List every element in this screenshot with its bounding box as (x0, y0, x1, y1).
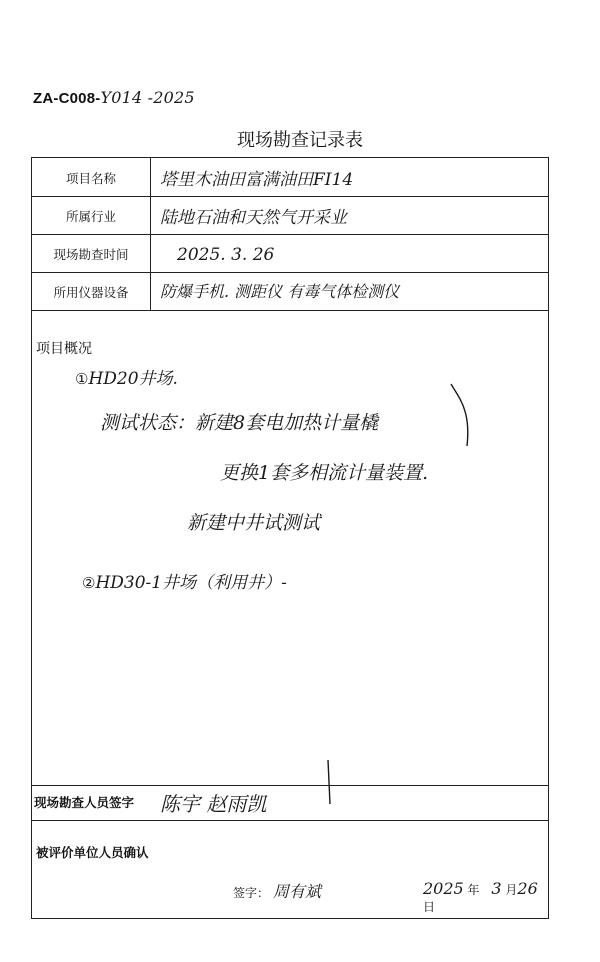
row-divider (32, 272, 548, 273)
row-divider (32, 310, 548, 311)
date-year-unit: 年 (467, 883, 480, 897)
row-divider (32, 196, 548, 197)
form-title: 现场勘查记录表 (237, 130, 363, 151)
note-text: 更换1套多相流计量装置. (220, 462, 429, 484)
overview-note (100, 408, 378, 435)
signer-name: 周有斌 (272, 882, 321, 901)
field-label-equipment: 所用仪器设备 (53, 285, 129, 300)
note-marker: ① (75, 370, 89, 388)
handwritten-curve-mark (447, 380, 477, 450)
field-value-project-name: 塔里木油田富满油田FI14 (160, 170, 354, 190)
date-day-unit: 日 (423, 900, 436, 914)
overview-label: 项目概况 (36, 341, 92, 357)
field-label-industry: 所属行业 (65, 209, 116, 224)
inspector-signature-label: 现场勘查人员签字 (34, 795, 135, 810)
overview-note (75, 364, 178, 389)
inspection-record-table (31, 157, 549, 919)
signature-stroke-mark (322, 758, 342, 808)
signer-label: 签字： (233, 886, 270, 900)
date-month: 3 (491, 879, 502, 898)
field-value-equipment: 防爆手机. 测距仪 有毒气体检测仪 (160, 282, 400, 301)
note-text: HD20井场. (88, 369, 178, 389)
note-text: HD30-1井场（利用井）- (95, 573, 287, 593)
date-year: 2025 (423, 879, 464, 898)
row-divider (32, 234, 548, 235)
overview-note (187, 508, 320, 535)
document-number (33, 88, 195, 107)
field-label-project-name: 项目名称 (65, 171, 116, 186)
note-marker: ② (82, 574, 96, 592)
document-number-handwritten: Y014 -2025 (100, 88, 195, 107)
field-label-inspection-time: 现场勘查时间 (53, 247, 129, 262)
confirmation-date (423, 879, 548, 915)
signer-row (233, 879, 321, 902)
date-month-unit: 月 (505, 883, 518, 897)
date-day: 26 (517, 879, 538, 898)
note-text: 新建中井试测试 (187, 512, 321, 534)
document-number-prefix: ZA-C008- (33, 90, 101, 107)
inspector-signature: 陈宇 赵雨凯 (160, 792, 267, 816)
overview-note (82, 568, 287, 593)
row-divider (32, 820, 548, 821)
row-divider (32, 785, 548, 786)
field-value-inspection-time: 2025. 3. 26 (177, 245, 275, 265)
field-value-industry: 陆地石油和天然气开采业 (160, 208, 347, 228)
confirmation-label: 被评价单位人员确认 (36, 845, 149, 860)
note-text: 测试状态：新建8套电加热计量橇 (100, 412, 379, 434)
overview-note (220, 458, 428, 485)
